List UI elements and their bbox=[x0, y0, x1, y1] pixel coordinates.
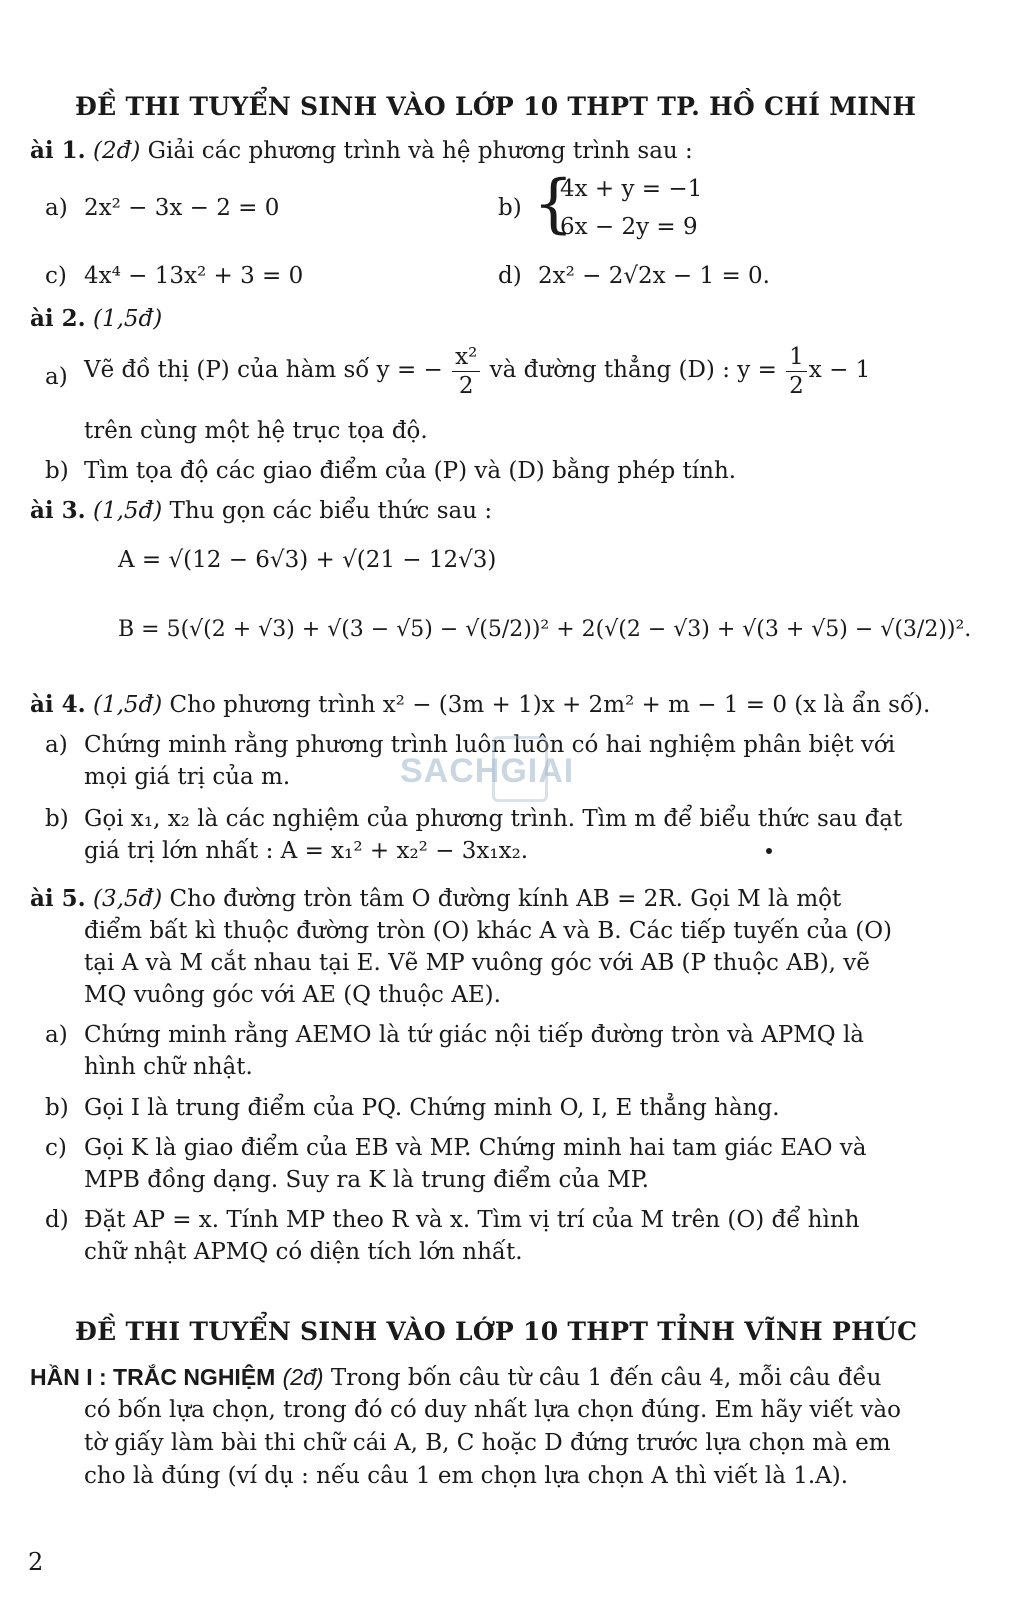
fraction-numerator: 1 bbox=[786, 343, 807, 372]
problem-5-text-line4: MQ vuông góc với AE (Q thuộc AE). bbox=[84, 982, 501, 1008]
problem-5-title: ài 5. bbox=[30, 885, 86, 912]
problem-1d-label: d) bbox=[498, 263, 522, 289]
problem-5a-text-line1: Chứng minh rằng AEMO là tứ giác nội tiếp đường tròn và APMQ là bbox=[84, 1022, 865, 1048]
problem-1d-equation: 2x² − 2√2x − 1 = 0. bbox=[538, 263, 770, 289]
system-equation-2: 6x − 2y = 9 bbox=[560, 214, 698, 240]
part-1-text-line1: Trong bốn câu từ câu 1 đến câu 4, mỗi câu đều bbox=[330, 1365, 882, 1391]
problem-4-title: ài 4. bbox=[30, 691, 86, 718]
problem-5-text-line1: Cho đường tròn tâm O đường kính AB = 2R. Gọi M là một bbox=[169, 886, 842, 912]
problem-5-points: (3,5đ) bbox=[92, 886, 163, 912]
problem-4b-text-line2: giá trị lớn nhất : A = x₁² + x₂² − 3x₁x₂. bbox=[84, 838, 529, 864]
problem-5a-label: a) bbox=[45, 1022, 68, 1048]
system-equation-1: 4x + y = −1 bbox=[560, 176, 703, 202]
part-1-text-line4: cho là đúng (ví dụ : nếu câu 1 em chọn lựa chọn A thì viết là 1.A). bbox=[84, 1463, 849, 1489]
problem-3-title: ài 3. bbox=[30, 497, 86, 524]
problem-2a-text-part2: và đường thẳng (D) : y = bbox=[489, 357, 777, 383]
stray-dot bbox=[766, 848, 772, 854]
problem-5-header bbox=[30, 884, 841, 914]
problem-4-header bbox=[30, 690, 930, 720]
problem-5-text-line3: tại A và M cắt nhau tại E. Vẽ MP vuông góc với AB (P thuộc AB), vẽ bbox=[84, 950, 870, 976]
problem-4-points: (1,5đ) bbox=[92, 692, 163, 718]
problem-2a-text-part3: x − 1 bbox=[808, 357, 871, 383]
fraction-x2-over-2 bbox=[452, 343, 480, 400]
problem-2a-text-part1: Vẽ đồ thị (P) của hàm số y = − bbox=[84, 357, 443, 383]
problem-2-header bbox=[30, 304, 162, 334]
problem-5a-text-line2: hình chữ nhật. bbox=[84, 1054, 253, 1080]
problem-5-text-line2: điểm bất kì thuộc đường tròn (O) khác A và B. Các tiếp tuyến của (O) bbox=[84, 918, 893, 944]
problem-3-text: Thu gọn các biểu thức sau : bbox=[169, 498, 493, 524]
problem-2a-continuation: trên cùng một hệ trục tọa độ. bbox=[84, 418, 428, 444]
problem-1-text: Giải các phương trình và hệ phương trình sau : bbox=[147, 138, 693, 164]
problem-5c-label: c) bbox=[45, 1135, 67, 1161]
fraction-numerator: x² bbox=[452, 343, 480, 372]
problem-5d-text-line2: chữ nhật APMQ có diện tích lớn nhất. bbox=[84, 1239, 523, 1265]
problem-1-title: ài 1. bbox=[30, 137, 86, 164]
expression-A: A = √(12 − 6√3) + √(21 − 12√3) bbox=[118, 547, 497, 573]
problem-1a-equation: 2x² − 3x − 2 = 0 bbox=[84, 195, 280, 221]
problem-4-text: Cho phương trình x² − (3m + 1)x + 2m² + m − 1 = 0 (x là ẩn số). bbox=[169, 692, 931, 718]
problem-1a-label: a) bbox=[45, 195, 68, 221]
part-1-points: (2đ) bbox=[282, 1364, 324, 1390]
problem-5c-text-line2: MPB đồng dạng. Suy ra K là trung điểm của MP. bbox=[84, 1167, 649, 1193]
problem-2b-text: Tìm tọa độ các giao điểm của (P) và (D) bằng phép tính. bbox=[84, 458, 737, 484]
fraction-denominator: 2 bbox=[458, 372, 474, 399]
system-brace: { bbox=[533, 167, 574, 241]
problem-3-header bbox=[30, 496, 492, 526]
problem-2a-text bbox=[84, 340, 870, 400]
problem-5d-text-line1: Đặt AP = x. Tính MP theo R và x. Tìm vị trí của M trên (O) để hình bbox=[84, 1207, 860, 1233]
fraction-1-over-2 bbox=[786, 343, 807, 400]
problem-1b-system bbox=[560, 170, 702, 246]
part-1-text-line3: tờ giấy làm bài thi chữ cái A, B, C hoặc D đứng trước lựa chọn mà em bbox=[84, 1430, 891, 1456]
problem-5d-label: d) bbox=[45, 1207, 69, 1233]
problem-5b-label: b) bbox=[45, 1095, 69, 1121]
expression-B: B = 5(√(2 + √3) + √(3 − √5) − √(5/2))² + 2(√(2 − √3) + √(3 + √5) − √(3/2))². bbox=[118, 617, 972, 642]
problem-1-points: (2đ) bbox=[92, 138, 141, 164]
problem-1b-label: b) bbox=[498, 195, 522, 221]
part-1-title: HẦN I : TRẮC NGHIỆM bbox=[30, 1364, 276, 1390]
page-number: 2 bbox=[28, 1548, 44, 1576]
exam-heading-hcm: ĐỀ THI TUYỂN SINH VÀO LỚP 10 THPT TP. HỒ CHÍ MINH bbox=[75, 92, 917, 121]
problem-2-points: (1,5đ) bbox=[92, 306, 163, 332]
problem-2-title: ài 2. bbox=[30, 305, 86, 332]
problem-5c-text-line1: Gọi K là giao điểm của EB và MP. Chứng minh hai tam giác EAO và bbox=[84, 1135, 867, 1161]
problem-4a-text-line1: Chứng minh rằng phương trình luôn luôn có hai nghiệm phân biệt với bbox=[84, 732, 896, 758]
part-1-text-line2: có bốn lựa chọn, trong đó có duy nhất lựa chọn đúng. Em hãy viết vào bbox=[84, 1397, 901, 1423]
problem-1c-equation: 4x⁴ − 13x² + 3 = 0 bbox=[84, 263, 304, 289]
problem-4a-text-line2: mọi giá trị của m. bbox=[84, 764, 291, 790]
problem-3-points: (1,5đ) bbox=[92, 498, 163, 524]
problem-2a-label: a) bbox=[45, 364, 68, 390]
problem-1-header bbox=[30, 136, 693, 166]
problem-4b-text-line1: Gọi x₁, x₂ là các nghiệm của phương trình. Tìm m để biểu thức sau đạt bbox=[84, 806, 903, 832]
fraction-denominator: 2 bbox=[789, 372, 804, 399]
problem-5b-text: Gọi I là trung điểm của PQ. Chứng minh O, I, E thẳng hàng. bbox=[84, 1095, 780, 1121]
problem-1c-label: c) bbox=[45, 263, 67, 289]
problem-4a-label: a) bbox=[45, 732, 68, 758]
exam-heading-vinh-phuc: ĐỀ THI TUYỂN SINH VÀO LỚP 10 THPT TỈNH VĨNH PHÚC bbox=[75, 1317, 918, 1346]
problem-4b-label: b) bbox=[45, 806, 69, 832]
part-1-header bbox=[30, 1362, 881, 1393]
watermark: SACHGIAI bbox=[400, 752, 575, 790]
problem-2b-label: b) bbox=[45, 458, 69, 484]
